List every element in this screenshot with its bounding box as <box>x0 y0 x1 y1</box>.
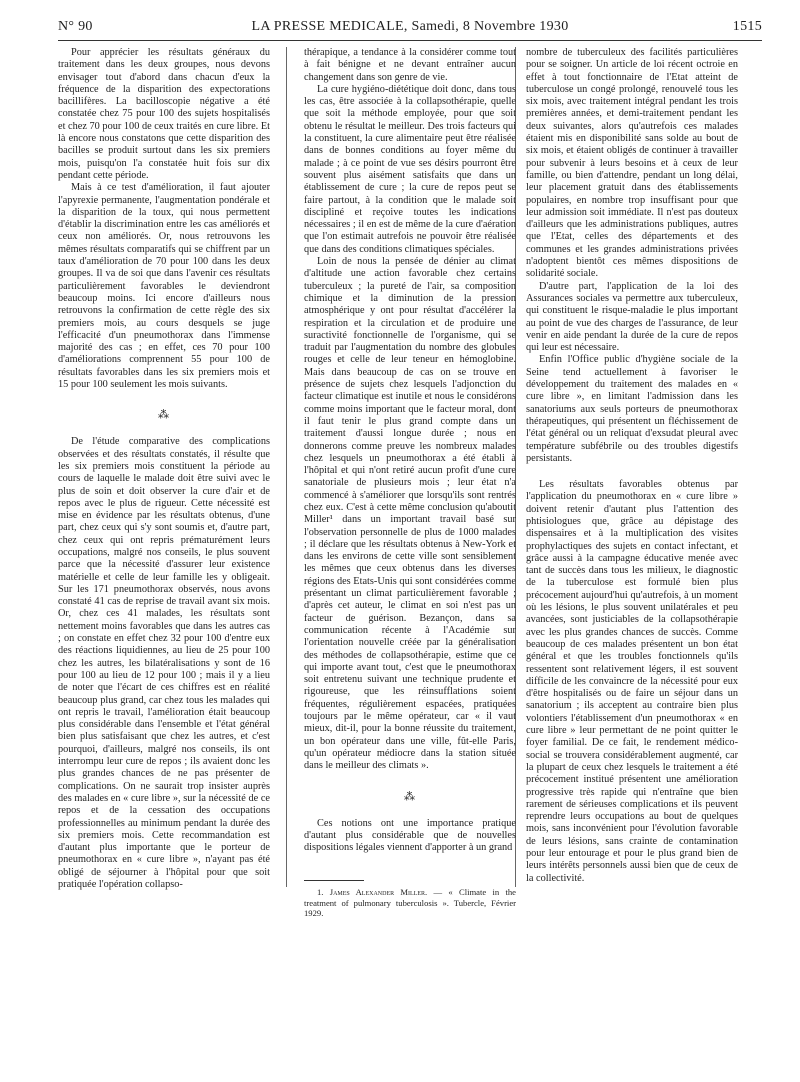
column-1 <box>58 47 270 891</box>
paragraph: thérapique, a tendance à la considérer comme tout à fait bénigne et ne devant entraîner aucun changement dans son genre de vie. <box>304 47 516 83</box>
column-3 <box>526 47 738 885</box>
paragraph: D'autre part, l'application de la loi des Assurances sociales va permettre aux tuberculeux, qui constituent le risque-maladie le plus important au point de vue des charges de l'assurance, de leur venir en aide pendant la durée de la cure de repos qui leur est nécessaire. <box>526 280 738 354</box>
column-2 <box>304 47 516 918</box>
paragraph: Mais à ce test d'amélioration, il faut ajouter l'apyrexie permanente, l'augmentation pondérale et la disparition de la toux, qui nous permettent d'établir la discrimination entre les cas améliorés et ceux non améliorés. Or, nous retrouvons les mêmes résultats comparatifs qui se chiffrent par un taux d'amélioration de 70 pour 100 dans les deux groupes. Il va de soi que dans l'avenir ces résultats particulièrement favorables le deviendront beaucoup moins. Ici encore d'ailleurs nous retrouvons la confirmation de cette règle des six premiers mois, au cours desquels se juge l'efficacité d'un pneumothorax dans l'immense majorité des cas ; en effet, ces 70 pour 100 d'améliorations comprennent 55 pour 100 de résultats favorables dans les six premiers mois et 15 pour 100 seulement les mois suivants. <box>58 182 270 391</box>
running-title: LA PRESSE MEDICALE, Samedi, 8 Novembre 1930 <box>251 19 569 34</box>
paragraph: Enfin l'Office public d'hygiène sociale de la Seine tend actuellement à favoriser le développement du traitement des malades en « cure libre », en limitant l'admission dans les sanatoriums aux seuls porteurs de pneumothorax thérapeutiques, qui présentent un fléchissement de l'état général ou un reliquat d'exsudat pleural avec température subfébrile ou des troubles digestifs persistants. <box>526 354 738 464</box>
paragraph: Ces notions ont une importance pratique d'autant plus considérable que de nouvelles dispositions légales viennent d'apporter à un grand <box>304 817 516 854</box>
paragraph: La cure hygiéno-diététique doit donc, dans tous les cas, être associée à la collapsothérapie, quelle que soit la méthode employée, pour que soit obtenu le résultat le meilleur. Des trois facteurs qui la constituent, la cure alimentaire peut être réalisée dans de bonnes conditions au foyer même du malade ; à ce point de vue ses désirs pourront être souvent plus aisément satisfaits que dans un établissement de cure ; la cure de repos peut se faire partout, à la condition que le malade soit discipliné et reçoive toutes les indications nécessaires ; il en est de même de la cure d'aération que l'on estimait autrefois ne pouvoir être réalisée que dans des conditions climatiques spéciales. <box>304 83 516 255</box>
asterism: ⁂ <box>158 409 170 422</box>
issue-number: N° 90 <box>58 19 93 34</box>
paragraph: nombre de tuberculeux des facilités particulières pour se soigner. Un article de loi récent octroie en effet à tout fonctionnaire de l'Etat atteint de tuberculose un congé prolongé, renouvelé tous les six mois, avec traitement intégral pendant les trois premières années, et demi-traitement pendant les deux suivantes, alors qu'autrefois ces malades étaient mis en disponibilité sans solde au bout de six mois, et étaient obligés de continuer à travailler pour subvenir à leurs besoins et à ceux de leur famille, ou bien d'attendre, pendant un long délai, leur placement gratuit dans des établissements populaires, en nombre trop insuffisant pour que leur admission soit immédiate. Il n'est pas douteux d'ailleurs que les administrations publiques, autres que l'Etat, celles des départements et des communes et les grandes administrations privées n'adoptent bientôt ces mêmes dispositions de solidarité sociale. <box>526 47 738 280</box>
header-rule <box>58 40 762 41</box>
footnote-rule <box>304 880 364 881</box>
column-divider-1 <box>286 47 287 887</box>
paragraph: Les résultats favorables obtenus par l'application du pneumothorax en « cure libre » doivent retenir d'autant plus l'attention des phtisiologues que, grâce au dépistage des dispensaires et à la multiplication des visites prophylactiques des sujets en contact infectant, et grâce aussi à la campagne éducative menée avec tant de succès dans tous les milieux, le diagnostic de la tuberculose est formulé bien plus précocement aujourd'hui qu'autrefois, à un moment où les lésions, le plus souvent unilatérales et peu avancées, sont justiciables de la collapsothérapie avec les plus grandes chances de succès. Comme beaucoup de ces malades présentent un bon état général et que les troubles fonctionnels qu'ils ressentent sont relativement légers, il est souvent difficile de les convaincre de la nécessité pour eux d'être hospitalisés ou de faire un séjour dans un sanatorium ; ils acceptent au contraire bien plus volontiers l'établissement d'un pneumothorax « en cure libre » leur permettant de ne point quitter le foyer familial. De ce fait, le rendement médico-social se trouvera considérablement augmenté, car la plupart de ceux chez lesquels le traitement a été précocement institué présentent une amélioration progressive très rapide qui n'entraîne que bien rarement de sérieuses complications et ils peuvent reprendre leurs occupations au bout de quelques mois, sans inconvénient pour l'évolution favorable de leurs lésions, sans crainte de contamination pour leur entourage et pour le plus grand bien de leurs intérêts personnels aussi bien que de ceux de la collectivité. <box>526 479 738 884</box>
page-header <box>58 16 762 38</box>
page-number: 1515 <box>732 19 762 34</box>
paragraph: Pour apprécier les résultats généraux du traitement dans les deux groupes, nous devons envisager tout d'abord dans chacun d'eux la fréquence de la disparition des expectorations bacillifères. La bacilloscopie négative a été constatée chez 75 pour 100 des sujets hospitalisés et chez 70 pour 100 de ceux traités en cure libre. Et là encore nous constatons que cette disparition des bacilles se produit surtout dans les six premiers mois, puisqu'on l'a constatée huit fois sur dix pendant cette période. <box>58 47 270 181</box>
footnote-author: 1. James Alexander Miller. <box>317 887 428 898</box>
asterism: ⁂ <box>404 790 416 803</box>
paragraph: De l'étude comparative des complications observées et des résultats constatés, il résulte que les six premiers mois constituent la période au cours de laquelle le malade doit être suivi avec le plus de soin et doit observer la cure d'air et de repos avec le plus de rigueur. Cette nécessité est mise en évidence par les résultats obtenus, d'une part, chez ceux qui s'y sont soumis et, d'autre part, chez ceux qui ont repris prématurément leurs occupations, malgré nos conseils, le plus souvent parce que la nécessité d'assurer leur existence matérielle et celle de leur famille les y obligeait. Sur les 171 pneumothorax observés, nous avons constaté 41 cas de reprise de travail avant six mois. Or, chez ces 41 malades, les résultats sont nettement moins favorables que dans les autres cas ; on constate en effet chez 32 pour 100 d'entre eux des réactions liquidiennes, au lieu de 25 pour 100 chez les autres, les bilatéralisations y sont de 16 pour 100 au lieu de 12 pour 100 ; mais il y a lieu de noter que l'écart de ces chiffres est en réalité beaucoup plus grand, car chez tous les malades qui ont repris le travail, l'amélioration était beaucoup plus considérable dans l'ensemble et l'état général bien plus satisfaisant que chez les autres, et c'est pourquoi, d'ailleurs, malgré nos conseils, ils ont interrompu leur cure de repos ; ils avaient donc les plus grandes chances de ne pas présenter de complications. On ne saurait trop insister auprès des malades en « cure libre », sur la nécessité de ce repos et de la cessation des occupations professionnelles au minimum pendant la durée des six premiers mois. Cette recommandation est d'autant plus importante que le porteur de pneumothorax en « cure libre », n'ayant pas été obligé de séjourner à l'hôpital pour que soit pratiquée l'opération collapso- <box>58 436 270 890</box>
paragraph: Loin de nous la pensée de dénier au climat d'altitude une action favorable chez certains tuberculeux ; la pureté de l'air, sa composition chimique et la diminution de la pression atmosphérique y ont pour résultat d'accélérer la respiration et la circulation et de produire une suractivité fonctionnelle de l'organisme, qui se traduit par l'augmentation du nombre des globules rouges et celle de leur teneur en hémoglobine. Mais dans beaucoup de cas on se trouve en présence de sujets chez lesquels l'adjonction du facteur climatique est inutile et nous le considérons comme moins important que le facteur moral, dont il faut tenir le plus grand compte dans un traitement d'aussi longue durée ; nous en donnerons comme preuve les nombreux malades chez lesquels un pneumothorax a été établi à l'hôpital et qui n'ont retiré aucun profit d'une cure sanatoriale de plusieurs mois ; leur état n'a commencé à s'améliorer que lorsqu'ils sont rentrés chez eux. C'est à cette même conclusion qu'aboutit Miller¹ dans un important travail basé sur l'observation personnelle de plus de 1000 malades ; il déclare que les résultats obtenus à New-York et dans les environs de cette ville sont sensiblement les mêmes que ceux obtenus dans les diverses régions des Etats-Unis qui sont considérées comme présentant un climat particulièrement favorable ; d'après cet auteur, le climat en soi n'est pas un facteur de guérison. Bezançon, dans sa communication récente à l'Académie sur l'orientation nouvelle créée par la généralisation des méthodes de collapsothérapie, estime que ce qui importe avant tout, c'est que le pneumothorax soit entretenu suivant une technique prudente et rigoureuse, que les réinsufflations soient fréquentes, régulièrement espacées, pratiquées toujours par le même opérateur, car « il vaut mieux, dit-il, pour la bonne réussite du traitement, un bon opérateur dans une ville, fût-elle Paris, qu'un opérateur médiocre dans la station située dans le meilleur des climats ». <box>304 256 516 772</box>
footnote <box>304 887 516 918</box>
footnote-text: — « Climate in the treatment of pulmonary tuberculosis ». Tubercle, Février 1929. <box>304 887 516 918</box>
